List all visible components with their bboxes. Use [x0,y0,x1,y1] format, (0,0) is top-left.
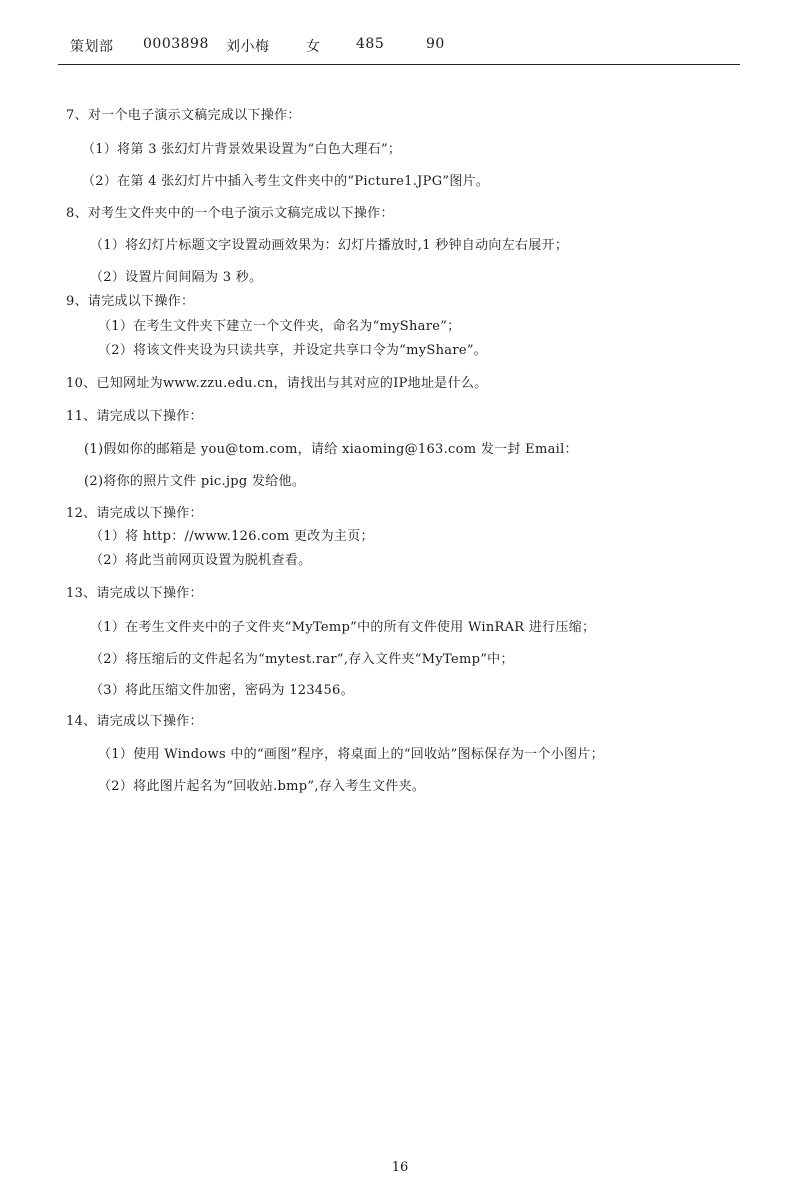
header-department: 策划部 [70,39,114,55]
question-7-title: 7、对一个电子演示文稿完成以下操作： [66,108,301,123]
question-14-title: 14、请完成以下操作： [66,714,203,729]
header-id: 0003898 [143,36,209,52]
question-8-item-1: （1）将幻灯片标题文字设置动画效果为：幻灯片播放时,1 秒钟自动向左右展开； [90,238,569,253]
question-13-title: 13、请完成以下操作： [66,586,203,601]
question-7-item-1: （1）将第 3 张幻灯片背景效果设置为“白色大理石”； [82,142,402,157]
question-9-item-2: （2）将该文件夹设为只读共享，并设定共享口令为“myShare”。 [98,343,488,358]
question-14-item-2: （2）将此图片起名为“回收站.bmp”,存入考生文件夹。 [98,779,426,794]
header-gender: 女 [306,39,321,55]
question-13-item-1: （1）在考生文件夹中的子文件夹“MyTemp”中的所有文件使用 WinRAR 进行压缩； [90,620,596,635]
question-10-title: 10、已知网址为www.zzu.edu.cn，请找出与其对应的IP地址是什么。 [66,376,488,391]
question-8-item-2: （2）设置片间间隔为 3 秒。 [90,270,263,285]
question-12-item-1: （1）将 http：//www.126.com 更改为主页； [90,529,374,544]
question-12-item-2: （2）将此当前网页设置为脱机查看。 [90,553,312,568]
question-13-item-2: （2）将压缩后的文件起名为“mytest.rar”,存入文件夹“MyTemp”中； [90,652,514,667]
page-number: 16 [391,1160,409,1175]
question-9-item-1: （1）在考生文件夹下建立一个文件夹，命名为“myShare”； [98,319,461,334]
question-8-title: 8、对考生文件夹中的一个电子演示文稿完成以下操作： [66,206,394,221]
header-name: 刘小梅 [226,39,270,55]
question-7-item-2: （2）在第 4 张幻灯片中插入考生文件夹中的“Picture1.JPG”图片。 [82,174,490,189]
page-header [58,34,740,65]
question-11-item-2: (2)将你的照片文件 pic.jpg 发给他。 [84,474,306,489]
question-12-title: 12、请完成以下操作： [66,506,203,521]
question-11-title: 11、请完成以下操作： [66,409,203,424]
header-score-2: 90 [426,36,445,52]
header-score-1: 485 [356,36,385,52]
question-13-item-3: （3）将此压缩文件加密，密码为 123456。 [90,683,354,698]
question-11-item-1: (1)假如你的邮箱是 you@tom.com，请给 xiaoming@163.com 发一封 Email： [84,442,578,457]
question-14-item-1: （1）使用 Windows 中的“画图”程序，将桌面上的“回收站”图标保存为一个小图片； [98,747,604,762]
question-9-title: 9、请完成以下操作： [66,294,195,309]
